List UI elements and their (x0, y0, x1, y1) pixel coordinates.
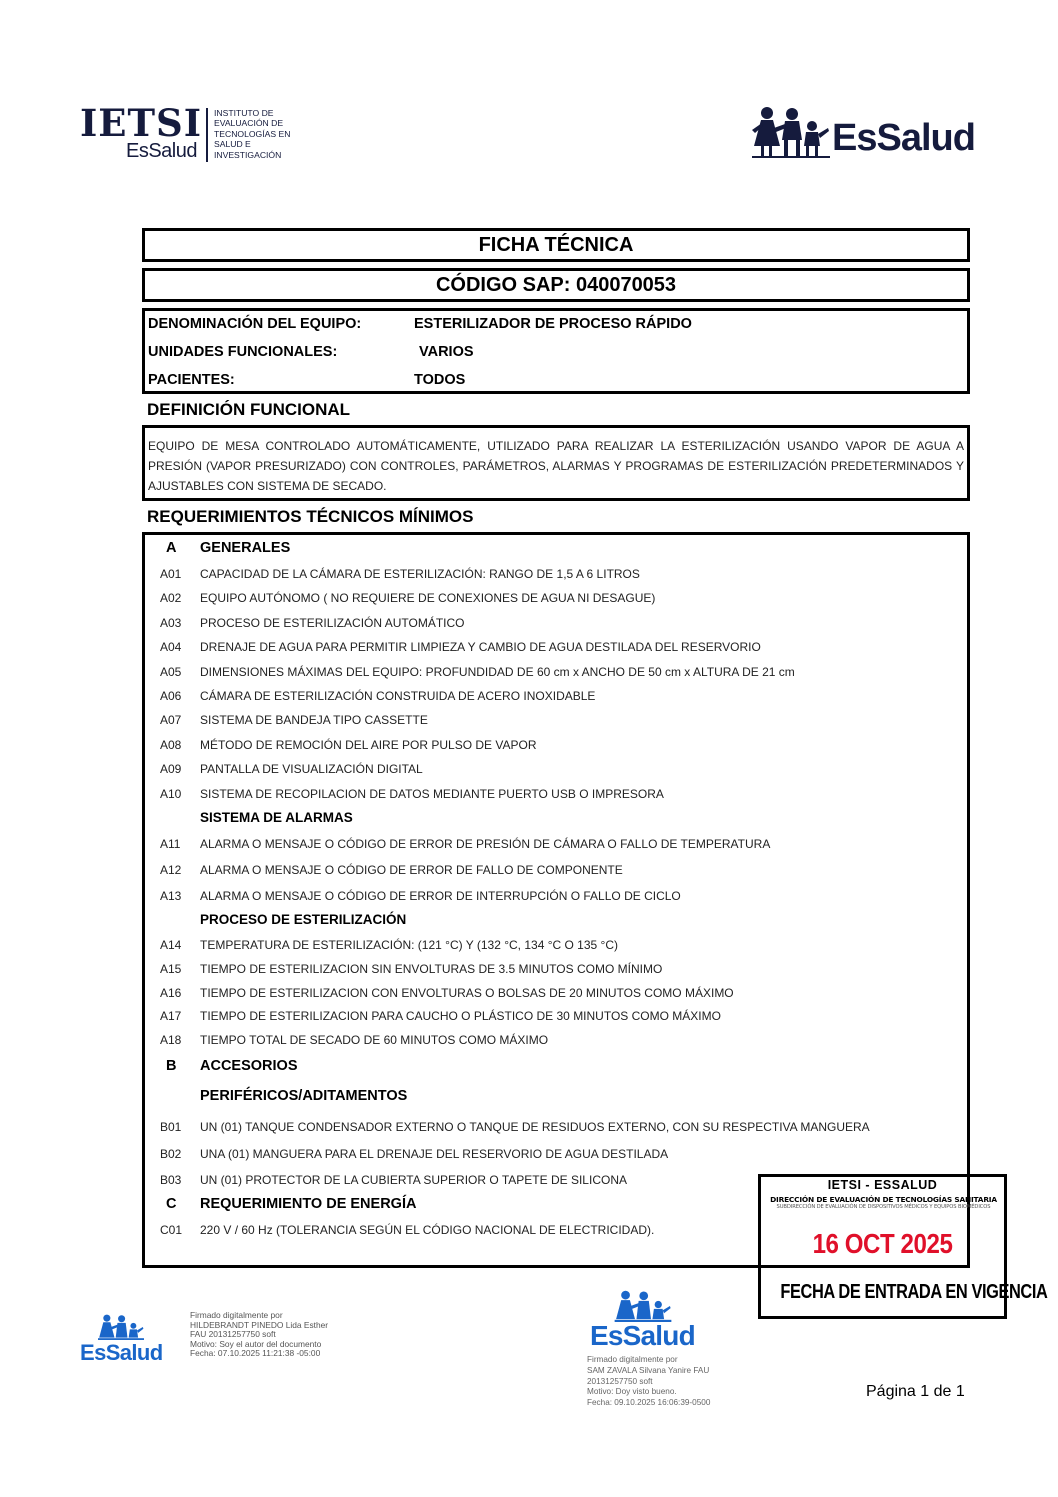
requirements-box (142, 532, 970, 1268)
signature-line: Fecha: 07.10.2025 11:21:38 -05:00 (190, 1348, 321, 1359)
signature-line: SAM ZAVALA Silvana Yanire FAU (587, 1365, 710, 1375)
info-value: ESTERILIZADOR DE PROCESO RÁPIDO (414, 316, 692, 332)
page-number: Página 1 de 1 (866, 1383, 965, 1400)
requirement-text: TIEMPO DE ESTERILIZACION PARA CAUCHO O PLÁSTICO DE 30 MINUTOS COMO MÁXIMO (200, 1009, 721, 1024)
ietsi-divider (206, 108, 208, 162)
signature-logo-wordmark: EsSalud (590, 1320, 695, 1351)
signature-2-logo (590, 1290, 700, 1354)
stamp-date: 16 OCT 2025 (812, 1228, 953, 1259)
stamp-direction: DIRECCIÓN DE EVALUACIÓN DE TECNOLOGÍAS SANITARIA (770, 1195, 997, 1204)
institute-line: SALUD E (214, 139, 251, 150)
requirement-text: EQUIPO AUTÓNOMO ( NO REQUIERE DE CONEXIONES DE AGUA NI DESAGUE) (200, 591, 656, 606)
requirement-code: A17 (160, 1009, 182, 1024)
requirement-code: A10 (160, 786, 182, 801)
definition-heading: DEFINICIÓN FUNCIONAL (147, 400, 351, 419)
signature-1-logo (80, 1314, 162, 1366)
requirement-code: A09 (160, 762, 182, 777)
requirement-text: MÉTODO DE REMOCIÓN DEL AIRE POR PULSO DE VAPOR (200, 737, 537, 752)
requirement-text: ALARMA O MENSAJE O CÓDIGO DE ERROR DE INTERRUPCIÓN O FALLO DE CICLO (200, 889, 681, 903)
requirement-code: A04 (160, 640, 182, 655)
info-label: UNIDADES FUNCIONALES: (148, 344, 338, 360)
requirements-heading: REQUERIMIENTOS TÉCNICOS MÍNIMOS (147, 507, 474, 526)
requirement-code: A12 (160, 863, 182, 877)
essalud-wordmark: EsSalud (832, 117, 975, 159)
requirement-text: CÁMARA DE ESTERILIZACIÓN CONSTRUIDA DE ACERO INOXIDABLE (200, 689, 596, 703)
sap-code: CÓDIGO SAP: 040070053 (142, 268, 970, 302)
signature-logo-wordmark: EsSalud (80, 1340, 163, 1365)
requirement-text: UNA (01) MANGUERA PARA EL DRENAJE DEL RESERVORIO DE AGUA DESTILADA (200, 1146, 669, 1161)
equipment-info (142, 308, 970, 394)
requirement-text: 220 V / 60 Hz (TOLERANCIA SEGÚN EL CÓDIGO NACIONAL DE ELECTRICIDAD). (200, 1223, 655, 1237)
requirement-text: SISTEMA DE BANDEJA TIPO CASSETTE (200, 713, 428, 728)
requirement-code: A11 (160, 837, 181, 851)
category-letter: A (166, 540, 177, 556)
requirement-text: TIEMPO TOTAL DE SECADO DE 60 MINUTOS COMO MÁXIMO (200, 1033, 549, 1048)
signature-line: Motivo: Doy visto bueno. (587, 1387, 677, 1397)
requirement-text: PROCESO DE ESTERILIZACIÓN AUTOMÁTICO (200, 615, 465, 630)
ietsi-brand: EsSalud (126, 140, 197, 162)
requirement-text: CAPACIDAD DE LA CÁMARA DE ESTERILIZACIÓN: RANGO DE 1,5 A 6 LITROS (200, 567, 640, 581)
category-title: GENERALES (200, 540, 291, 556)
institute-line: TECNOLOGÍAS EN (214, 128, 291, 139)
institute-line: INSTITUTO DE (214, 108, 274, 118)
family-figures-icon (752, 106, 830, 158)
requirement-text: SISTEMA DE RECOPILACION DE DATOS MEDIANTE PUERTO USB O IMPRESORA (200, 786, 664, 801)
signature-1-details (190, 1311, 360, 1359)
subsection-title: PERIFÉRICOS/ADITAMENTOS (200, 1088, 408, 1104)
signature-line: 20131257750 soft (587, 1376, 653, 1386)
institute-line: INVESTIGACIÓN (214, 149, 282, 160)
requirement-code: A03 (160, 615, 182, 630)
requirement-code: B03 (160, 1173, 182, 1187)
requirement-code: B01 (160, 1120, 182, 1134)
requirement-code: B02 (160, 1146, 182, 1161)
requirement-text: TIEMPO DE ESTERILIZACION SIN ENVOLTURAS DE 3.5 MINUTOS COMO MÍNIMO (200, 961, 663, 976)
category-letter: B (166, 1058, 177, 1074)
requirement-code: A02 (160, 591, 182, 606)
requirement-text: UN (01) TANQUE CONDENSADOR EXTERNO O TANQUE DE RESIDUOS EXTERNO, CON SU RESPECTIVA MANGUERA (200, 1120, 870, 1134)
requirement-text: DRENAJE DE AGUA PARA PERMITIR LIMPIEZA Y CAMBIO DE AGUA DESTILADA DEL RESERVORIO (200, 640, 761, 655)
stamp-caption: FECHA DE ENTRADA EN VIGENCIA (780, 1281, 1048, 1303)
essalud-logo (752, 106, 982, 162)
signature-line: Firmado digitalmente por (587, 1355, 678, 1364)
requirement-code: A06 (160, 689, 182, 703)
info-value: TODOS (414, 372, 466, 388)
category-title: REQUERIMIENTO DE ENERGÍA (200, 1196, 417, 1212)
requirement-text: UN (01) PROTECTOR DE LA CUBIERTA SUPERIOR O TAPETE DE SILICONA (200, 1173, 627, 1187)
requirement-code: A16 (160, 985, 182, 1000)
requirement-code: C01 (160, 1223, 183, 1237)
definition-box (142, 425, 970, 501)
family-figures-icon (614, 1290, 672, 1322)
info-label: PACIENTES: (148, 372, 235, 388)
signature-line: FAU 20131257750 soft (190, 1329, 276, 1340)
signature-line: Motivo: Soy el autor del documento (190, 1338, 322, 1349)
stamp-subdirection: SUBDIRECCIÓN DE EVALUACIÓN DE DISPOSITIVOS MÉDICOS Y EQUIPOS BIOMÉDICOS (776, 1204, 991, 1210)
requirement-code: A01 (160, 567, 182, 581)
info-label: DENOMINACIÓN DEL EQUIPO: (148, 316, 362, 332)
requirement-text: DIMENSIONES MÁXIMAS DEL EQUIPO: PROFUNDIDAD DE 60 cm x ANCHO DE 50 cm x ALTURA DE 21 cm (200, 664, 795, 679)
stamp-org: IETSI - ESSALUD (827, 1178, 938, 1192)
signature-line: Fecha: 09.10.2025 16:06:39-0500 (587, 1398, 711, 1408)
institute-line: EVALUACIÓN DE (214, 118, 284, 129)
signature-2-details (587, 1355, 737, 1409)
requirement-code: A07 (160, 713, 182, 728)
definition-text: EQUIPO DE MESA CONTROLADO AUTOMÁTICAMENTE, UTILIZADO PARA REALIZAR LA ESTERILIZACIÓN USANDO VAPOR DE AGUA A PRESIÓN (VAPOR PRESURIZADO) CON CONTROLES, PARÁMETROS, ALARMAS Y PROGRAMAS DE ESTERILIZACIÓN PREDETERMINADOS Y AJUSTABLES CON SISTEMA DE SECADO. (148, 439, 964, 493)
requirement-code: A08 (160, 737, 182, 752)
requirement-code: A13 (160, 889, 182, 903)
requirement-text: ALARMA O MENSAJE O CÓDIGO DE ERROR DE PRESIÓN DE CÁMARA O FALLO DE TEMPERATURA (200, 837, 771, 851)
ietsi-logo (80, 101, 320, 166)
requirement-text: ALARMA O MENSAJE O CÓDIGO DE ERROR DE FALLO DE COMPONENTE (200, 863, 623, 877)
ietsi-institute-name (214, 108, 324, 160)
signature-line: Firmado digitalmente por (190, 1310, 283, 1320)
category-letter: C (166, 1196, 177, 1212)
requirement-code: A14 (160, 938, 182, 952)
ietsi-acronym: IETSI (80, 101, 203, 145)
requirement-code: A15 (160, 961, 182, 976)
requirement-code: A18 (160, 1033, 182, 1048)
category-title: ACCESORIOS (200, 1058, 298, 1074)
requirement-code: A05 (160, 664, 182, 679)
family-figures-icon (98, 1314, 144, 1340)
subsection-title: PROCESO DE ESTERILIZACIÓN (200, 912, 407, 927)
requirement-text: PANTALLA DE VISUALIZACIÓN DIGITAL (200, 762, 423, 777)
document-title: FICHA TÉCNICA (142, 228, 970, 262)
requirement-text: TEMPERATURA DE ESTERILIZACIÓN: (121 °C) Y (132 °C, 134 °C O 135 °C) (200, 938, 618, 952)
subsection-title: SISTEMA DE ALARMAS (200, 810, 353, 825)
requirement-text: TIEMPO DE ESTERILIZACION CON ENVOLTURAS O BOLSAS DE 20 MINUTOS COMO MÁXIMO (200, 985, 734, 1000)
signature-line: HILDEBRANDT PINEDO Lida Esther (190, 1319, 329, 1330)
info-value: VARIOS (419, 344, 474, 360)
